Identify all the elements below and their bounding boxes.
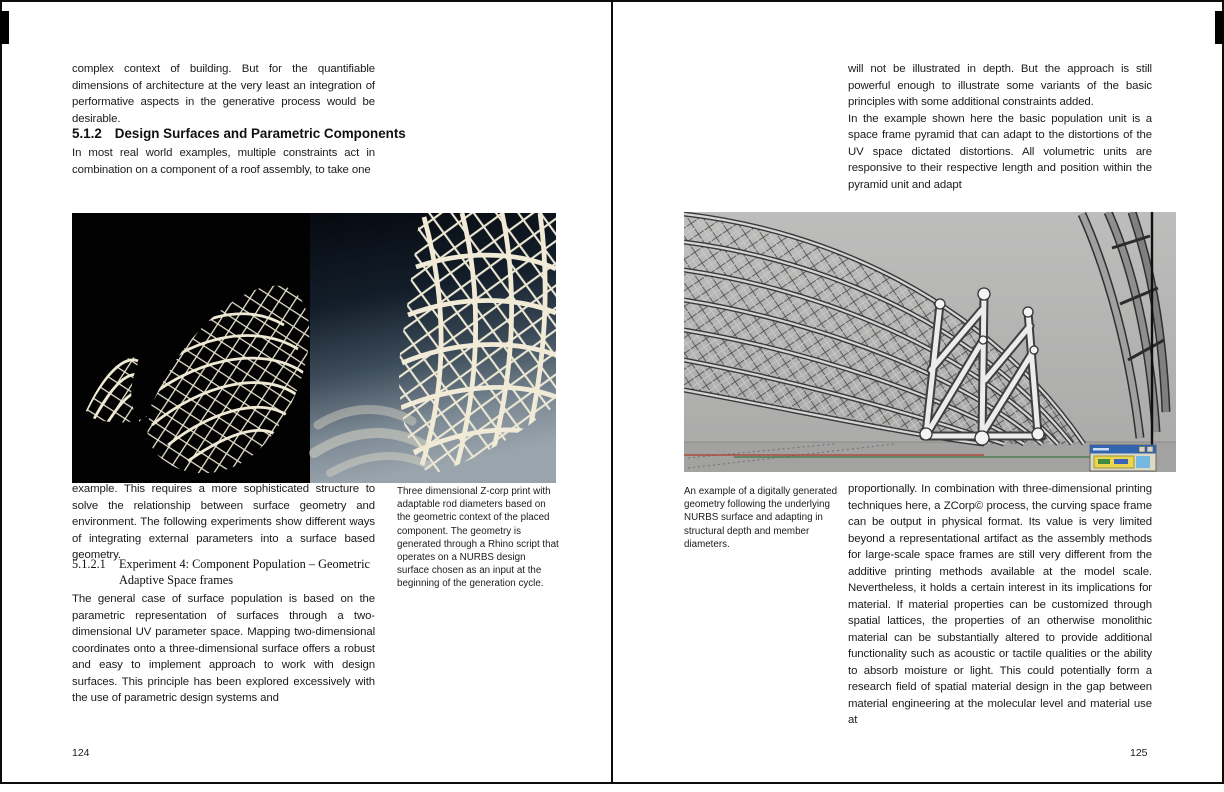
subsection-title xyxy=(119,557,370,588)
section-heading xyxy=(72,126,406,142)
toolbar-title-glyphs xyxy=(1093,448,1109,451)
lattice-photo-graphic xyxy=(72,213,556,483)
paragraph: In the example shown here the basic population unit is a space frame pyramid that can adapt to the distortions of the UV space dictated distortions. All volumetric units are responsive to their respective length and position within the pyramid unit and adapt xyxy=(848,112,1152,191)
paragraph: complex context of building. But for the quantifiable dimensions of architecture at the very least an integration of performative aspects in the generative process would be desirable. xyxy=(72,63,375,125)
subsection-number: 5.1.2.1 xyxy=(72,557,106,571)
paragraph: will not be illustrated in depth. But the approach is still powerful enough to illustrate some variants of the basic principles with some additional constraints added. xyxy=(848,63,1152,108)
figure-caption: Three dimensional Z-corp print with adaptable rod diameters based on the geometric context of the placed component. The geometry is generated through a Rhino script that operates on a NURBS design surface chosen as an input at the beginning of the generation cycle. xyxy=(397,486,559,590)
minimize-button-icon xyxy=(1139,447,1145,453)
paragraph: proportionally. In combination with three-dimensional printing techniques here, a ZCorp© process, the curving space frame can be output in physical format. Its value is very limited beyond a representational artifact as the assembly methods for large-scale space frames are still very different from the additive printing methods available at the model scale. Nevertheless, it holds a certain interest in its implications for material. If material properties can be customized through spatial lattices, the properties of an otherwise monolithic material can be substantially altered to provide additional functionality such as acoustic or tactile qualities or the ability to absorb moisture or light. This could potentially form a research field of spatial material design in the gap between material engineering at the molecular level and material use at xyxy=(848,483,1152,726)
close-button-icon xyxy=(1147,447,1153,453)
page-number: 124 xyxy=(72,747,90,759)
section-title: Design Surfaces and Parametric Components xyxy=(114,126,406,141)
paragraph: In most real world examples, multiple constraints act in combination on a component of a roof assembly, to take one xyxy=(72,147,375,176)
subsection-title-line2: Adaptive Space frames xyxy=(119,572,234,587)
chapter-tab-left xyxy=(0,11,9,44)
page-divider-line xyxy=(611,0,613,784)
section-number: 5.1.2 xyxy=(72,126,102,141)
space-frame-graphic xyxy=(684,212,1176,472)
paragraph: example. This requires a more sophisticated structure to solve the relationship between surface geometry and environment. The following experiments show different ways of integrating external parameters into a surface based geometry. xyxy=(72,483,375,561)
chapter-tab-right xyxy=(1215,11,1224,44)
subsection-title-line1: Experiment 4: Component Population – Geometric xyxy=(119,557,371,571)
text-column-top xyxy=(848,61,1152,193)
render-toolbar-window xyxy=(1090,445,1156,471)
figure-space-frame-render xyxy=(684,212,1176,472)
subsection-heading xyxy=(72,557,382,588)
page-number: 125 xyxy=(1130,747,1148,759)
figure-3d-print-photo xyxy=(72,213,556,483)
paragraph: The general case of surface population is based on the parametric representation of surfaces through a two-dimensional UV parameter space. Mapping two-dimensional coordinates onto a three-dimensional surface offers a robust and easy to implement approach to work with design surfaces. This principle has been explored excessively with the use of parametric design systems and xyxy=(72,593,375,704)
figure-caption: An example of a digitally generated geometry following the underlying NURBS surface and adapting in structural depth and member diameters. xyxy=(684,486,838,550)
